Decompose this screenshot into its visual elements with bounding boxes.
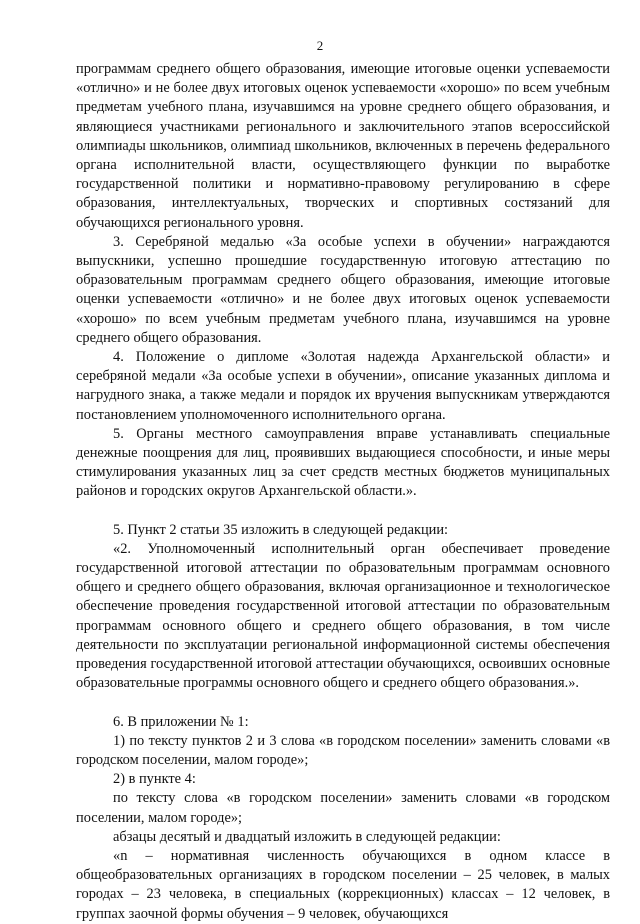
amendment-6-item-2-formula: «n – нормативная численность обучающихся в одном классе в общеобразовательных организациях в городском поселении – 25 человек, в малых городах – 23 человека, в специальных (коррекционных) классах – 12 человек, в группах заочной формы обучения – 9 человек, обучающихся [76, 847, 610, 922]
paragraph-item-3: 3. Серебряной медалью «За особые успехи в обучении» награждаются выпускники, успешно прошедшие государственную итоговую аттестацию по образовательным программам среднего общего образования, имеющие итоговые оценки успеваемости «отлично» и не более двух итоговых оценок успеваемости «хорошо» по всем учебным предметам учебного плана, изучавшимся на уровне среднего общего образования. [76, 233, 610, 346]
amendment-5-text: «2. Уполномоченный исполнительный орган обеспечивает проведение государственной итоговой аттестации по образовательным программам основного общего и среднего общего образования, включая организационное и технологическое обеспечение проведения государственной итоговой аттестации по образовательным программам основного общего и среднего общего образования, в том числе деятельности по эксплуатации региональной информационной системы обеспечения проведения государственной итоговой аттестации обучающихся, освоивших основные образовательные программы основного общего и среднего общего образования.». [76, 540, 610, 692]
document-body [76, 60, 610, 924]
paragraph-item-5: 5. Органы местного самоуправления вправе устанавливать специальные денежные поощрения для лиц, проявивших выдающиеся способности, и иные меры стимулирования указанных лиц за счет средств местных бюджетов муниципальных районов и городских округов Архангельской области.». [76, 425, 610, 500]
page-number: 2 [316, 38, 324, 53]
amendment-6-item-2: 2) в пункте 4: [113, 771, 196, 788]
amendment-6-item-2-text: по тексту слова «в городском поселении» заменить словами «в городском поселении, малом городе»; [76, 790, 610, 826]
amendment-6-item-2-paragraphs: абзацы десятый и двадцатый изложить в следующей редакции: [113, 828, 501, 845]
amendment-5-heading: 5. Пункт 2 статьи 35 изложить в следующей редакции: [113, 521, 449, 538]
paragraph-item-4: 4. Положение о дипломе «Золотая надежда Архангельской области» и серебряной медали «За особые успехи в обучении», описание указанных диплома и нагрудного знака, а также медали и порядок их вручения выпускникам утверждаются постановлением уполномоченного исполнительного органа. [76, 349, 610, 423]
amendment-6-heading: 6. В приложении № 1: [113, 713, 249, 730]
paragraph-continuation: программам среднего общего образования, имеющие итоговые оценки успеваемости «отлично» и не более двух итоговых оценок успеваемости «хорошо» по всем учебным предметам учебного плана, изучавшимся на уровне среднего общего образования, и являющиеся участниками регионального и заключительного этапов всероссийской олимпиады школьников, олимпиад школьников, включенных в перечень федерального органа исполнительной власти, осуществляющего функции по выработке государственной политики и нормативно-правовому регулированию в сфере образования, интеллектуальных, творческих и спортивных состязаний для обучающихся регионального уровня. [76, 61, 610, 231]
amendment-6-item-1: 1) по тексту пунктов 2 и 3 слова «в городском поселении» заменить словами «в городском поселении, малом городе»; [76, 732, 610, 768]
